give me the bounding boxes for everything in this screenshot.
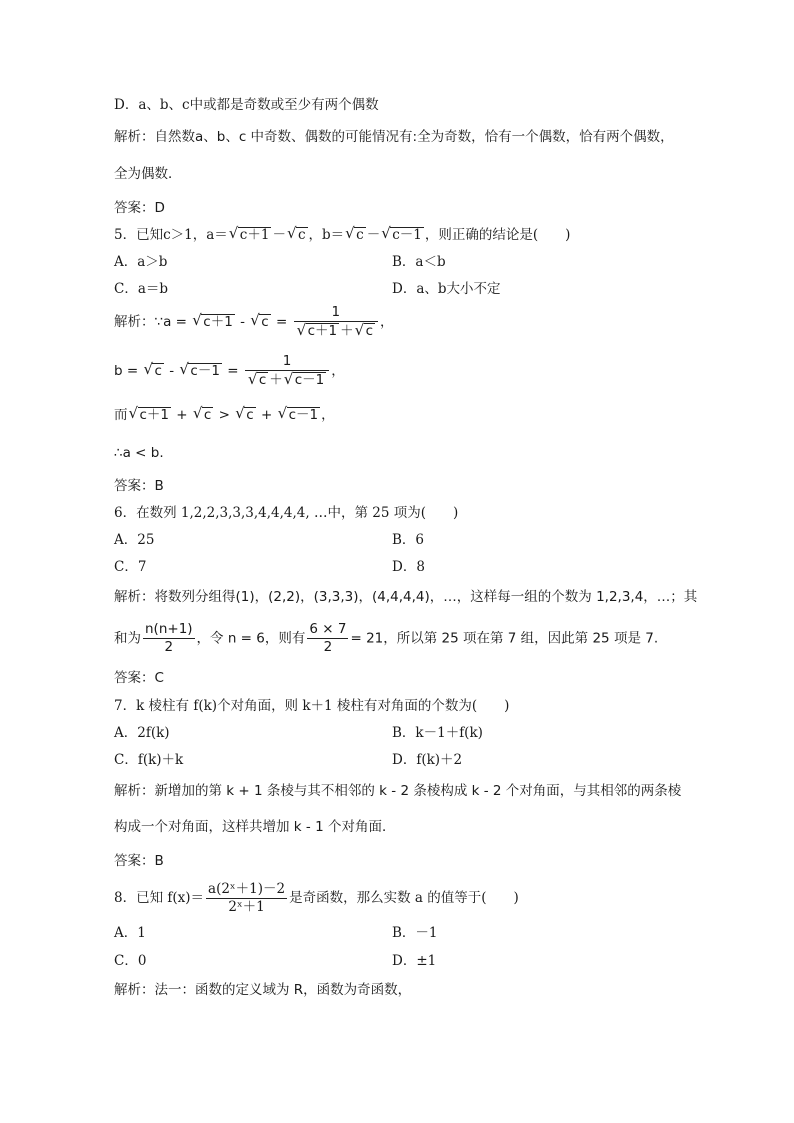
- q5-b-label: b =: [114, 363, 139, 379]
- q7-option-a: A．2f(k): [114, 725, 170, 741]
- q5-er-label: 而: [114, 407, 128, 423]
- q5-option-a: A．a＞b: [114, 254, 168, 270]
- q5-option-b: B．a＜b: [392, 254, 446, 270]
- q8-function-fraction: $\frac{\text{a(2ˣ＋1)－2}}{\text{2ˣ＋1}}$: [208, 881, 286, 915]
- sqrt-c-minus-1: √ c－1: [381, 224, 422, 243]
- q6-sol-post: = 21，所以第 25 项在第 7 组，因此第 25 项是 7.: [350, 630, 659, 647]
- q8-option-c: C．0: [114, 953, 147, 969]
- q6-sol-mid: ，令 n = 6，则有: [196, 630, 306, 647]
- q6-solution-line2: [114, 622, 658, 655]
- sqrt-c: √ c: [286, 224, 306, 243]
- q6-option-a: A．25: [114, 532, 155, 548]
- q5-solution-label: 解析：∵a =: [114, 314, 187, 330]
- q7-stem: 7．k 棱柱有 f(k)个对角面，则 k＋1 棱柱有对角面的个数为( ): [114, 698, 510, 714]
- q4-solution-line1: 解析：自然数a、b、c 中奇数、偶数的可能情况有:全为奇数，恰有一个偶数，恰有两个偶数，: [114, 129, 674, 145]
- q7-option-c: C．f(k)＋k: [114, 752, 184, 768]
- q6-option-b: B．6: [392, 532, 425, 548]
- q8-option-a: A．1: [114, 925, 146, 941]
- q6-solution-line1: 解析：将数列分组得(1)，(2,2)，(3,3,3)，(4,4,4,4)，…，这样每一组的个数为 1,2,3,4，…；其: [114, 589, 698, 605]
- q6-fraction-value: $\frac{6 \times 7}{2}$: [309, 621, 347, 655]
- q5-conclusion: ∴a < b.: [114, 445, 164, 461]
- q4-solution-line2: 全为偶数．: [114, 166, 182, 182]
- q8-stem: [114, 882, 519, 915]
- sqrt-c-plus-1: √ c＋1: [228, 224, 270, 243]
- q5-answer: 答案：B: [114, 478, 164, 494]
- q8-solution-line1: 解析：法一：函数的定义域为 R，函数为奇函数，: [114, 982, 412, 998]
- q6-answer: 答案：C: [114, 670, 164, 686]
- q7-answer: 答案：B: [114, 853, 164, 869]
- q7-option-d: D．f(k)＋2: [392, 752, 463, 768]
- q6-option-d: D．8: [392, 559, 425, 575]
- q5-stem-prefix: 5．已知: [114, 227, 164, 243]
- q5-stem: 5．已知c＞1，a＝ √ c＋1 － √ c ，b＝ √ c － √ c－1 ，则正确的结论是( ): [114, 224, 571, 243]
- q5-option-c: C．a＝b: [114, 281, 169, 297]
- q6-option-c: C．7: [114, 559, 147, 575]
- q4-answer: 答案：D: [114, 200, 165, 216]
- q7-option-b: B．k－1＋f(k): [392, 725, 483, 741]
- q7-solution-line2: 构成一个对角面，这样共增加 k - 1 个对角面．: [114, 819, 396, 835]
- q5-solution-line3: 而 √ c＋1 + √ c > √ c + √ c－1 ，: [114, 404, 335, 423]
- q8-option-d: D．±1: [392, 953, 437, 969]
- q6-fraction-sum: $\frac{n(n+1)}{2}$: [145, 621, 193, 655]
- q6-stem: 6．在数列 1,2,2,3,3,3,4,4,4,4, …中，第 25 项为( ): [114, 505, 459, 521]
- q5-solution-line2: b = √ c - √ c－1 = 1 √ c ＋ √ c－1 ，: [114, 353, 345, 388]
- q8-option-b: B．－1: [392, 925, 438, 941]
- q5-solution-line1: 解析：∵a = √ c＋1 - √ c = 1 √ c＋1 ＋ √ c ，: [114, 304, 394, 339]
- q7-solution-line1: 解析：新增加的第 k + 1 条棱与其不相邻的 k - 2 条棱构成 k - 2 个对角面，与其相邻的两条棱: [114, 783, 682, 799]
- q5-stem-condition: c＞1，a＝: [163, 227, 228, 243]
- sqrt-c-b: √ c: [345, 224, 364, 243]
- q5-stem-suffix: ，则正确的结论是( ): [424, 227, 571, 243]
- q8-stem-prefix: 8．已知 f(x)＝: [114, 890, 205, 906]
- q6-sol-prefix: 和为: [114, 630, 141, 647]
- q5-option-d: D．a、b大小不定: [392, 281, 501, 297]
- prev-option-d: D．a、b、c中或都是奇数或至少有两个偶数: [114, 97, 379, 113]
- q8-stem-suffix: 是奇函数，那么实数 a 的值等于( ): [289, 890, 519, 906]
